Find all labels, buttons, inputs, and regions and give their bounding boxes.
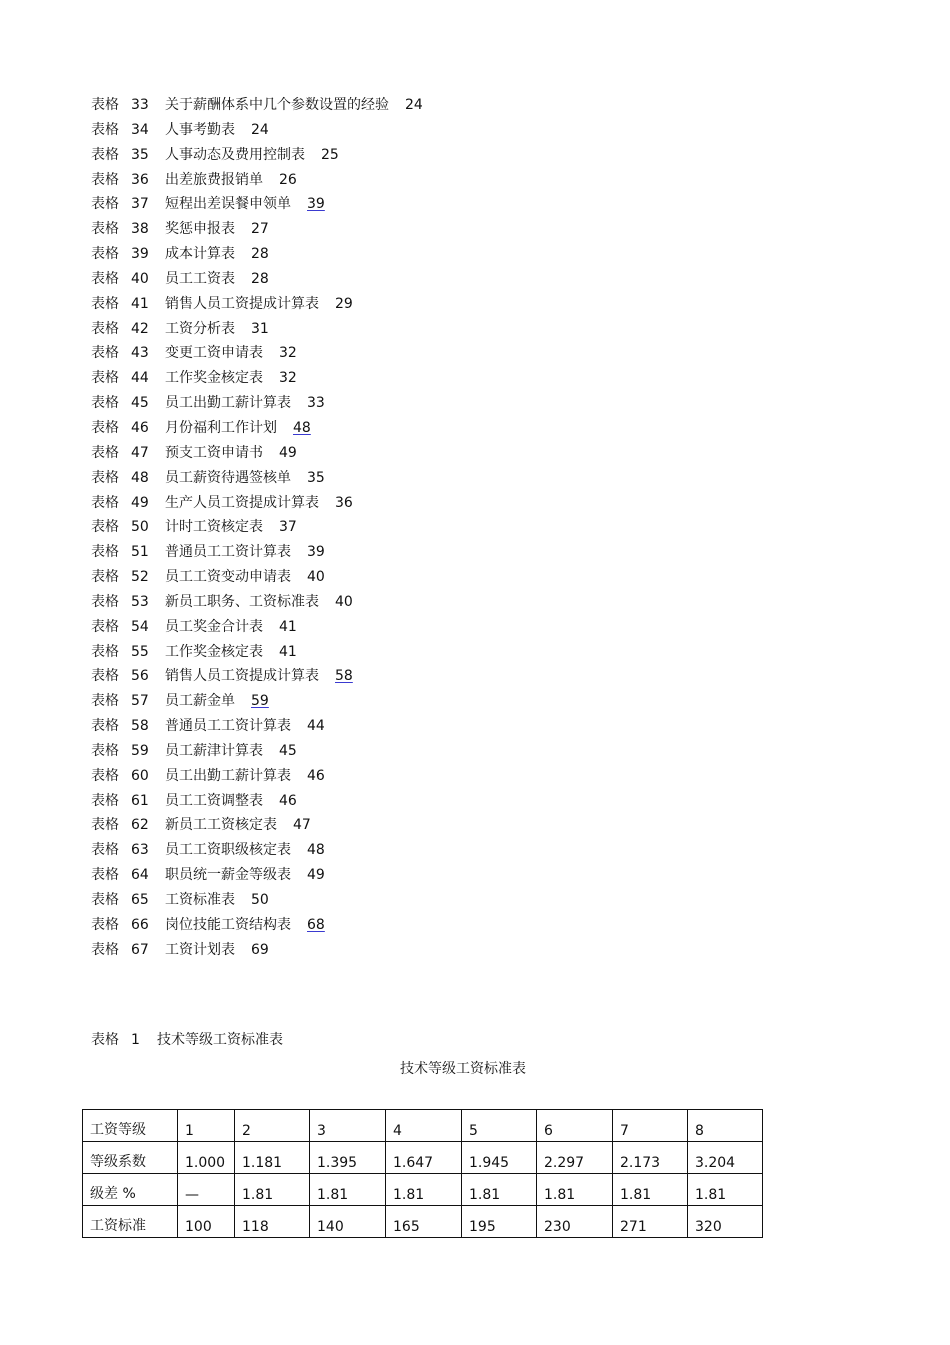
toc-entry-page: 35 — [307, 469, 325, 486]
table-cell: 100 — [178, 1206, 235, 1238]
toc-entry-page: 32 — [279, 345, 297, 362]
toc-entry-prefix: 表格 — [91, 146, 119, 163]
toc-entry[interactable] — [91, 341, 691, 366]
toc-entry-number: 41 — [131, 295, 149, 312]
toc-entry-title: 工作奖金核定表 — [165, 370, 263, 387]
toc-entry[interactable] — [91, 764, 691, 789]
toc-entry-page: 39 — [307, 544, 325, 561]
toc-entry[interactable] — [91, 615, 691, 640]
table-cell: 1.81 — [310, 1174, 386, 1206]
toc-entry-page: 36 — [335, 494, 353, 511]
toc-entry-number: 37 — [131, 196, 149, 213]
table-cell: 1.81 — [537, 1174, 613, 1206]
section-heading — [91, 1028, 283, 1052]
table-cell: 8 — [688, 1110, 763, 1142]
toc-entry-number: 57 — [131, 693, 149, 710]
toc-entry-number: 44 — [131, 370, 149, 387]
toc-entry-number: 45 — [131, 395, 149, 412]
toc-entry-page[interactable]: 68 — [307, 916, 325, 933]
toc-entry-page: 31 — [251, 320, 269, 337]
toc-entry-prefix: 表格 — [91, 892, 119, 908]
table-cell: 271 — [613, 1206, 688, 1238]
toc-entry-number: 53 — [131, 593, 149, 610]
table-cell: 1.81 — [235, 1174, 310, 1206]
toc-entry-title: 人事考勤表 — [165, 121, 235, 138]
toc-entry-number: 59 — [131, 742, 149, 759]
toc-entry[interactable] — [91, 714, 691, 739]
toc-entry-title: 普通员工工资计算表 — [165, 718, 291, 735]
toc-entry-page: 33 — [307, 395, 325, 412]
toc-entry-number: 65 — [131, 892, 149, 908]
toc-entry-title: 生产人员工资提成计算表 — [165, 494, 319, 511]
toc-entry[interactable] — [91, 590, 691, 615]
row-header-cell: 级差 % — [83, 1174, 178, 1206]
toc-entry-prefix: 表格 — [91, 221, 119, 238]
toc-entry-page[interactable]: 48 — [293, 419, 311, 436]
toc-entry-number: 42 — [131, 320, 149, 337]
section-number: 1 — [131, 1032, 140, 1048]
table-cell: 1.181 — [235, 1142, 310, 1174]
toc-entry-page: 40 — [307, 569, 325, 586]
toc-entry-prefix: 表格 — [91, 842, 119, 859]
toc-entry-title: 员工薪资待遇签核单 — [165, 469, 291, 486]
toc-entry-page: 50 — [251, 892, 269, 908]
toc-entry[interactable] — [91, 317, 691, 342]
toc-entry-number: 46 — [131, 419, 149, 436]
toc-entry-prefix: 表格 — [91, 246, 119, 263]
section-title: 技术等级工资标准表 — [157, 1032, 283, 1048]
toc-entry-prefix: 表格 — [91, 97, 119, 113]
toc-entry-title: 员工出勤工薪计算表 — [165, 767, 291, 784]
toc-entry[interactable] — [91, 664, 691, 689]
toc-entry-prefix: 表格 — [91, 817, 119, 834]
table-cell: 1.81 — [462, 1174, 537, 1206]
toc-entry-page[interactable]: 59 — [251, 693, 269, 710]
toc-entry-title: 员工薪津计算表 — [165, 742, 263, 759]
toc-entry-title: 预支工资申请书 — [165, 444, 263, 461]
table-cell: 195 — [462, 1206, 537, 1238]
toc-entry-prefix: 表格 — [91, 395, 119, 412]
table-cell: 6 — [537, 1110, 613, 1142]
row-header-cell: 工资标准 — [83, 1206, 178, 1238]
table-cell: 140 — [310, 1206, 386, 1238]
toc-entry-page: 47 — [293, 817, 311, 834]
toc-entry-number: 64 — [131, 867, 149, 884]
toc-entry-number: 62 — [131, 817, 149, 834]
toc-entry-title: 工资分析表 — [165, 320, 235, 337]
toc-entry[interactable] — [91, 863, 691, 888]
toc-entry[interactable] — [91, 689, 691, 714]
table-caption: 技术等级工资标准表 — [400, 1061, 526, 1077]
toc-entry-number: 61 — [131, 792, 149, 809]
toc-entry-page: 28 — [251, 270, 269, 287]
toc-entry-title: 月份福利工作计划 — [165, 419, 277, 436]
table-cell: 230 — [537, 1206, 613, 1238]
toc-entry[interactable] — [91, 93, 691, 118]
table-row — [83, 1142, 763, 1174]
toc-entry-page: 48 — [307, 842, 325, 859]
toc-entry-page: 46 — [307, 767, 325, 784]
toc-entry-title: 短程出差误餐申领单 — [165, 196, 291, 213]
toc-entry-number: 34 — [131, 121, 149, 138]
section-prefix: 表格 — [91, 1032, 119, 1048]
toc-entry[interactable] — [91, 813, 691, 838]
toc-entry[interactable] — [91, 491, 691, 516]
toc-entry-title: 员工工资表 — [165, 270, 235, 287]
toc-entry-number: 47 — [131, 444, 149, 461]
toc-entry-prefix: 表格 — [91, 593, 119, 610]
table-cell: 1.395 — [310, 1142, 386, 1174]
toc-entry[interactable] — [91, 789, 691, 814]
toc-entry-page: 24 — [405, 97, 423, 113]
toc-entry-page[interactable]: 39 — [307, 196, 325, 213]
toc-entry-title: 职员统一薪金等级表 — [165, 867, 291, 884]
toc-entry-prefix: 表格 — [91, 370, 119, 387]
toc-entry-page[interactable]: 58 — [335, 668, 353, 685]
toc-entry-prefix: 表格 — [91, 916, 119, 933]
toc-entry-prefix: 表格 — [91, 742, 119, 759]
toc-entry-number: 43 — [131, 345, 149, 362]
toc-entry-number: 63 — [131, 842, 149, 859]
toc-entry-number: 51 — [131, 544, 149, 561]
table-cell: 2.297 — [537, 1142, 613, 1174]
table-cell: 4 — [386, 1110, 462, 1142]
toc-entry-title: 员工薪金单 — [165, 693, 235, 710]
toc-entry[interactable] — [91, 838, 691, 863]
table-row — [83, 1110, 763, 1142]
row-header-cell: 等级系数 — [83, 1142, 178, 1174]
toc-entry-title: 关于薪酬体系中几个参数设置的经验 — [165, 97, 389, 113]
toc-entry-page: 26 — [279, 171, 297, 188]
toc-entry[interactable] — [91, 416, 691, 441]
toc-entry-prefix: 表格 — [91, 718, 119, 735]
toc-entry[interactable] — [91, 292, 691, 317]
toc-entry-number: 35 — [131, 146, 149, 163]
table-cell: 2 — [235, 1110, 310, 1142]
toc-entry-title: 工资标准表 — [165, 892, 235, 908]
toc-entry[interactable] — [91, 118, 691, 143]
toc-entry-prefix: 表格 — [91, 295, 119, 312]
toc-entry-prefix: 表格 — [91, 519, 119, 536]
toc-entry-prefix: 表格 — [91, 196, 119, 213]
toc-entry-page: 32 — [279, 370, 297, 387]
toc-entry-page: 28 — [251, 246, 269, 263]
toc-entry-number: 52 — [131, 569, 149, 586]
toc-entry[interactable] — [91, 267, 691, 292]
table-row — [83, 1174, 763, 1206]
toc-entry-page: 24 — [251, 121, 269, 138]
toc-entry-prefix: 表格 — [91, 121, 119, 138]
table-cell: 1.81 — [386, 1174, 462, 1206]
toc-entry-page: 41 — [279, 643, 297, 660]
table-cell: 2.173 — [613, 1142, 688, 1174]
toc-entry-prefix: 表格 — [91, 941, 119, 958]
toc-entry-page: 40 — [335, 593, 353, 610]
table-cell: 118 — [235, 1206, 310, 1238]
toc-entry[interactable] — [91, 540, 691, 565]
toc-entry[interactable] — [91, 515, 691, 540]
toc-entry-number: 56 — [131, 668, 149, 685]
toc-entry-title: 工资计划表 — [165, 941, 235, 958]
toc-entry-number: 60 — [131, 767, 149, 784]
toc-entry-title: 普通员工工资计算表 — [165, 544, 291, 561]
toc-entry[interactable] — [91, 192, 691, 217]
toc-entry-page: 25 — [321, 146, 339, 163]
toc-entry-number: 49 — [131, 494, 149, 511]
wage-standard-table — [82, 1109, 763, 1238]
toc-entry-prefix: 表格 — [91, 171, 119, 188]
toc-entry-title: 销售人员工资提成计算表 — [165, 295, 319, 312]
table-cell: 1.81 — [613, 1174, 688, 1206]
table-cell: 3 — [310, 1110, 386, 1142]
toc-entry[interactable] — [91, 466, 691, 491]
toc-entry-number: 55 — [131, 643, 149, 660]
toc-entry-prefix: 表格 — [91, 494, 119, 511]
table-cell: 1 — [178, 1110, 235, 1142]
toc-entry-prefix: 表格 — [91, 643, 119, 660]
table-of-contents — [91, 93, 691, 963]
toc-entry[interactable] — [91, 242, 691, 267]
row-header-cell: 工资等级 — [83, 1110, 178, 1142]
toc-entry-prefix: 表格 — [91, 569, 119, 586]
toc-entry-title: 工作奖金核定表 — [165, 643, 263, 660]
toc-entry-title: 成本计算表 — [165, 246, 235, 263]
table-cell: — — [178, 1174, 235, 1206]
toc-entry[interactable] — [91, 739, 691, 764]
table-cell: 320 — [688, 1206, 763, 1238]
toc-entry[interactable] — [91, 143, 691, 168]
toc-entry-prefix: 表格 — [91, 320, 119, 337]
toc-entry-title: 变更工资申请表 — [165, 345, 263, 362]
table-cell: 165 — [386, 1206, 462, 1238]
toc-entry-number: 33 — [131, 97, 149, 113]
table-cell: 1.000 — [178, 1142, 235, 1174]
toc-entry-number: 48 — [131, 469, 149, 486]
table-row — [83, 1206, 763, 1238]
toc-entry-page: 37 — [279, 519, 297, 536]
toc-entry-prefix: 表格 — [91, 792, 119, 809]
toc-entry-prefix: 表格 — [91, 668, 119, 685]
toc-entry[interactable] — [91, 217, 691, 242]
toc-entry-page: 29 — [335, 295, 353, 312]
toc-entry-number: 50 — [131, 519, 149, 536]
table-cell: 5 — [462, 1110, 537, 1142]
toc-entry-number: 54 — [131, 618, 149, 635]
toc-entry-page: 46 — [279, 792, 297, 809]
toc-entry-title: 计时工资核定表 — [165, 519, 263, 536]
toc-entry[interactable] — [91, 168, 691, 193]
toc-entry-title: 员工出勤工薪计算表 — [165, 395, 291, 412]
toc-entry-prefix: 表格 — [91, 345, 119, 362]
toc-entry-page: 41 — [279, 618, 297, 635]
toc-entry-prefix: 表格 — [91, 469, 119, 486]
toc-entry-number: 39 — [131, 246, 149, 263]
toc-entry-number: 36 — [131, 171, 149, 188]
toc-entry-prefix: 表格 — [91, 444, 119, 461]
toc-entry[interactable] — [91, 640, 691, 665]
table-cell: 3.204 — [688, 1142, 763, 1174]
table-cell: 1.945 — [462, 1142, 537, 1174]
toc-entry-prefix: 表格 — [91, 618, 119, 635]
toc-entry[interactable] — [91, 938, 691, 963]
toc-entry-page: 69 — [251, 941, 269, 958]
toc-entry-number: 40 — [131, 270, 149, 287]
table-cell: 1.647 — [386, 1142, 462, 1174]
toc-entry-title: 员工奖金合计表 — [165, 618, 263, 635]
toc-entry-prefix: 表格 — [91, 270, 119, 287]
toc-entry-page: 49 — [307, 867, 325, 884]
toc-entry-number: 38 — [131, 221, 149, 238]
toc-entry[interactable] — [91, 913, 691, 938]
toc-entry-title: 人事动态及费用控制表 — [165, 146, 305, 163]
toc-entry[interactable] — [91, 441, 691, 466]
toc-entry-number: 66 — [131, 916, 149, 933]
table-cell: 7 — [613, 1110, 688, 1142]
toc-entry-page: 45 — [279, 742, 297, 759]
toc-entry-title: 奖惩申报表 — [165, 221, 235, 238]
toc-entry-page: 44 — [307, 718, 325, 735]
toc-entry-prefix: 表格 — [91, 767, 119, 784]
toc-entry-number: 58 — [131, 718, 149, 735]
toc-entry-title: 员工工资变动申请表 — [165, 569, 291, 586]
toc-entry-page: 27 — [251, 221, 269, 238]
toc-entry[interactable] — [91, 391, 691, 416]
toc-entry-title: 新员工工资核定表 — [165, 817, 277, 834]
toc-entry-title: 员工工资职级核定表 — [165, 842, 291, 859]
toc-entry-title: 员工工资调整表 — [165, 792, 263, 809]
toc-entry-prefix: 表格 — [91, 544, 119, 561]
toc-entry-title: 出差旅费报销单 — [165, 171, 263, 188]
toc-entry[interactable] — [91, 565, 691, 590]
toc-entry-prefix: 表格 — [91, 693, 119, 710]
toc-entry-title: 销售人员工资提成计算表 — [165, 668, 319, 685]
toc-entry-prefix: 表格 — [91, 867, 119, 884]
table-cell: 1.81 — [688, 1174, 763, 1206]
toc-entry-number: 67 — [131, 941, 149, 958]
toc-entry[interactable] — [91, 888, 691, 913]
toc-entry-title: 新员工职务、工资标准表 — [165, 593, 319, 610]
toc-entry-page: 49 — [279, 444, 297, 461]
toc-entry-prefix: 表格 — [91, 419, 119, 436]
toc-entry-title: 岗位技能工资结构表 — [165, 916, 291, 933]
toc-entry[interactable] — [91, 366, 691, 391]
